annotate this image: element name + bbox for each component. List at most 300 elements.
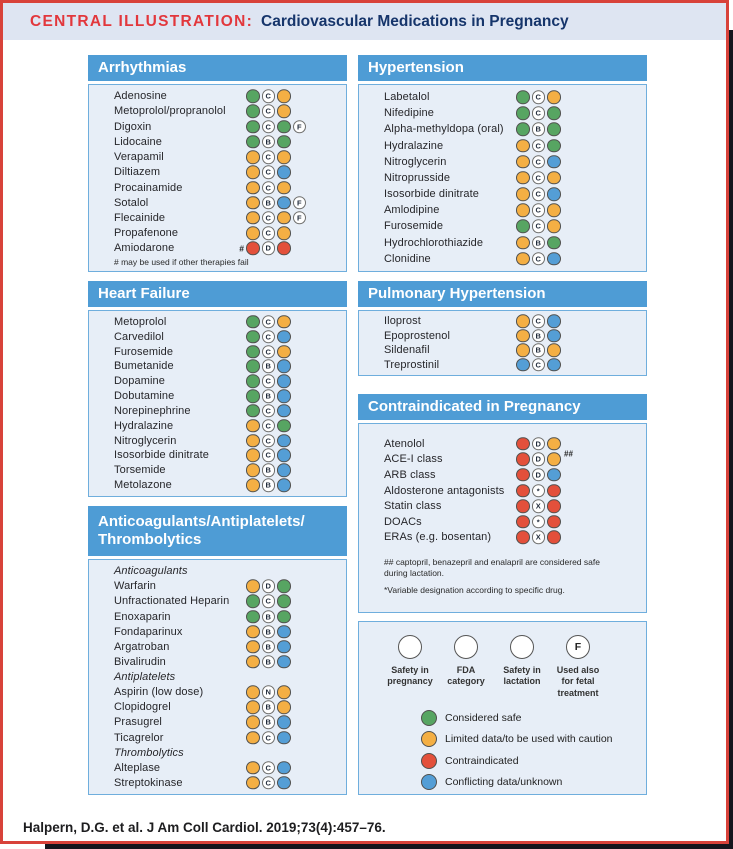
drug-name: Flecainide — [114, 211, 166, 224]
drug-row — [359, 467, 646, 483]
panel-heart-failure-content — [88, 310, 347, 497]
drug-row — [359, 122, 646, 136]
category-C-dot: C — [532, 204, 546, 218]
orange-dot — [246, 685, 260, 699]
safety-dots — [239, 242, 291, 256]
drug-name: Nifedipine — [384, 107, 434, 120]
safety-dots — [246, 226, 291, 240]
legend-key-label: Contraindicated — [445, 754, 519, 767]
category-C-dot: C — [262, 315, 276, 329]
drug-name: Propafenone — [114, 227, 179, 240]
drug-name: Aspirin (low dose) — [114, 686, 204, 699]
blue-dot — [277, 776, 291, 790]
safety-dots — [516, 329, 561, 343]
page-title: Cardiovascular Medications in Pregnancy — [261, 12, 569, 30]
legend-key-considered-safe — [421, 710, 646, 726]
red-dot — [547, 484, 561, 498]
red-dot — [547, 499, 561, 513]
drug-name: Anticoagulants — [114, 565, 188, 578]
drug-name: Dobutamine — [114, 390, 175, 403]
drug-row — [359, 187, 646, 201]
blue-dot — [547, 155, 561, 169]
category-C-dot: C — [262, 776, 276, 790]
drug-group-subheader — [89, 670, 346, 684]
blue-dot — [547, 252, 561, 266]
orange-dot — [547, 343, 561, 357]
green-dot — [516, 107, 530, 121]
category-B-dot: B — [262, 135, 276, 149]
orange-dot — [246, 166, 260, 180]
blue-dot — [277, 478, 291, 492]
drug-name: ACE-I class — [384, 453, 443, 466]
legend-key-label: Considered safe — [445, 711, 522, 724]
red-dot — [516, 531, 530, 545]
panel-anticoagulants-title-line1: Anticoagulants/Antiplatelets/ — [98, 512, 305, 530]
drug-row — [359, 171, 646, 185]
drug-name: Isosorbide dinitrate — [384, 188, 479, 201]
panel-anticoagulants-title-line2: Thrombolytics — [98, 531, 202, 548]
blue-dot — [277, 389, 291, 403]
drug-row — [89, 165, 346, 179]
blue-dot — [547, 358, 561, 372]
drug-row — [89, 594, 346, 608]
title-band — [3, 3, 726, 40]
blue-dot — [547, 468, 561, 482]
green-dot — [277, 135, 291, 149]
orange-dot — [277, 150, 291, 164]
drug-row — [89, 374, 346, 388]
legend-color-key — [421, 710, 646, 791]
green-dot — [246, 120, 260, 134]
drug-row — [89, 434, 346, 448]
panel-pulmonary-hypertension — [358, 281, 647, 376]
orange-dot — [277, 181, 291, 195]
drug-name: Enoxaparin — [114, 610, 171, 623]
safety-dots — [516, 123, 561, 137]
orange-dot — [246, 464, 260, 478]
drug-row — [359, 314, 646, 328]
orange-dot — [246, 655, 260, 669]
red-dot — [277, 242, 291, 256]
drug-row — [89, 685, 346, 699]
circle-symbol: F — [574, 641, 582, 653]
category-C-dot: C — [262, 330, 276, 344]
category-B-dot: B — [262, 701, 276, 715]
drug-name: Nitroglycerin — [384, 155, 447, 168]
legend-col-label: Safety in pregnancy — [387, 665, 433, 687]
drug-row — [89, 625, 346, 639]
panel-arrhythmias — [88, 55, 347, 272]
central-illustration-label: CENTRAL ILLUSTRATION: — [30, 12, 254, 30]
safety-dots — [246, 330, 291, 344]
panel-contraindicated-title: Contraindicated in Pregnancy — [368, 397, 581, 415]
safety-dots — [516, 358, 561, 372]
drug-name: Torsemide — [114, 464, 166, 477]
safety-dots — [246, 685, 291, 699]
safety-dots — [516, 515, 561, 529]
legend-columns — [382, 635, 646, 699]
category-B-dot: B — [262, 464, 276, 478]
green-dot — [277, 610, 291, 624]
drug-name: Diltiazem — [114, 166, 161, 179]
orange-dot — [516, 236, 530, 250]
panel-heart-failure-title: Heart Failure — [98, 284, 190, 302]
category-C-dot: C — [532, 358, 546, 372]
orange-dot — [246, 211, 260, 225]
green-dot — [246, 315, 260, 329]
category-C-dot: C — [532, 155, 546, 169]
safety-dots — [246, 761, 291, 775]
category-B-dot: B — [262, 196, 276, 210]
orange-dot — [277, 105, 291, 119]
safety-dots — [516, 171, 561, 185]
fda-category-circle-icon — [454, 635, 478, 659]
category-B-dot: B — [262, 610, 276, 624]
blue-dot — [277, 625, 291, 639]
safety-dots — [516, 187, 561, 201]
safety-dots — [246, 610, 291, 624]
orange-dot — [246, 181, 260, 195]
category-*-dot: * — [532, 484, 546, 498]
drug-row — [89, 135, 346, 149]
category-C-dot: C — [262, 374, 276, 388]
safety-dots — [516, 449, 573, 467]
drug-row — [89, 731, 346, 745]
drug-name: Isosorbide dinitrate — [114, 449, 209, 462]
drug-name: Bumetanide — [114, 360, 174, 373]
category-B-dot: B — [262, 389, 276, 403]
orange-dot — [277, 315, 291, 329]
category-C-dot: C — [532, 107, 546, 121]
figure-shadow-bottom — [45, 844, 733, 849]
orange-dot — [547, 453, 561, 467]
drug-name: DOACs — [384, 515, 422, 528]
drug-name: Alpha-methyldopa (oral) — [384, 123, 504, 136]
drug-row — [89, 404, 346, 418]
drug-name: Procainamide — [114, 181, 183, 194]
safety-dots — [246, 105, 291, 119]
drug-name: Norepinephrine — [114, 404, 191, 417]
drug-name: Clopidogrel — [114, 701, 171, 714]
drug-row — [359, 483, 646, 499]
drug-row — [89, 655, 346, 669]
panel-hypertension-title: Hypertension — [368, 58, 464, 76]
panel-arrhythmias-title: Arrhythmias — [98, 58, 187, 76]
category-F-dot: F — [293, 196, 307, 210]
safety-dots — [246, 464, 291, 478]
drug-row — [89, 226, 346, 240]
category-C-dot: C — [262, 345, 276, 359]
drug-row — [359, 449, 646, 468]
drug-name: Dopamine — [114, 375, 165, 388]
safety-dots — [246, 120, 306, 134]
safety-dots — [246, 655, 291, 669]
category-D-dot: D — [262, 242, 276, 256]
category-C-dot: C — [262, 595, 276, 609]
safety-dots — [516, 499, 561, 513]
safety-dots — [246, 150, 291, 164]
drug-name: Adenosine — [114, 90, 167, 103]
orange-dot — [516, 139, 530, 153]
legend-panel — [358, 621, 647, 795]
panel-heart-failure-header — [88, 281, 347, 307]
legend-box — [358, 621, 647, 795]
category-C-dot: C — [532, 252, 546, 266]
drug-row — [359, 343, 646, 357]
drug-row — [359, 90, 646, 104]
drug-row — [359, 139, 646, 153]
drug-name: Ticagrelor — [114, 731, 164, 744]
blue-dot — [277, 360, 291, 374]
safety-dots — [246, 478, 291, 492]
safety-dots — [246, 731, 291, 745]
category-C-dot: C — [262, 181, 276, 195]
safety-dots — [246, 449, 291, 463]
green-dot — [246, 135, 260, 149]
drug-name: Sotalol — [114, 196, 149, 209]
drug-row — [89, 463, 346, 477]
drug-name: Hydralazine — [384, 139, 444, 152]
drug-name: Argatroban — [114, 640, 170, 653]
red-dot — [516, 484, 530, 498]
safety-dots — [516, 90, 561, 104]
panel-anticoagulants-header — [88, 506, 347, 556]
drug-name: ERAs (e.g. bosentan) — [384, 531, 492, 544]
category-C-dot: C — [262, 211, 276, 225]
safety-dots — [516, 252, 561, 266]
drug-name: Treprostinil — [384, 358, 440, 371]
green-dot — [246, 404, 260, 418]
green-dot — [246, 105, 260, 119]
panel-contraindicated — [358, 394, 647, 613]
drug-name: Thrombolytics — [114, 746, 184, 759]
category-B-dot: B — [262, 655, 276, 669]
blue-dot — [277, 166, 291, 180]
drug-row — [359, 155, 646, 169]
drug-name: Metolazone — [114, 479, 172, 492]
drug-name: Amlodipine — [384, 204, 440, 217]
orange-dot — [246, 449, 260, 463]
orange-dot — [547, 204, 561, 218]
category-C-dot: C — [532, 315, 546, 329]
orange-dot — [516, 343, 530, 357]
drug-row — [89, 241, 346, 255]
category-B-dot: B — [262, 625, 276, 639]
category-C-dot: C — [532, 171, 546, 185]
drug-row — [359, 203, 646, 217]
orange-dot — [246, 716, 260, 730]
red-dot — [516, 453, 530, 467]
blue-dot — [516, 358, 530, 372]
safety-dots — [516, 236, 561, 250]
safety-dots — [246, 701, 291, 715]
safety-dots — [246, 640, 291, 654]
safety-dots — [246, 419, 291, 433]
red-dot — [547, 515, 561, 529]
orange-dot — [547, 90, 561, 104]
category-C-dot: C — [262, 89, 276, 103]
green-dot — [246, 610, 260, 624]
panel-pulmonary-hypertension-content — [358, 310, 647, 376]
safety-dots — [246, 625, 291, 639]
category-B-dot: B — [532, 343, 546, 357]
panel-hypertension-header — [358, 55, 647, 81]
orange-dot — [277, 89, 291, 103]
orange-dot — [277, 345, 291, 359]
legend-col-label: Used also for fetal treatment — [556, 665, 600, 698]
drug-row — [89, 211, 346, 225]
red-dot — [246, 242, 260, 256]
drug-name: Carvedilol — [114, 330, 164, 343]
category-D-dot: D — [532, 453, 546, 467]
drug-group-subheader — [89, 564, 346, 578]
category-C-dot: C — [532, 90, 546, 104]
figure-shadow-right — [729, 30, 733, 849]
drug-name: Statin class — [384, 500, 442, 513]
drug-name: Fondaparinux — [114, 625, 183, 638]
drug-name: Prasugrel — [114, 716, 162, 729]
red-dot — [516, 515, 530, 529]
orange-dot — [246, 640, 260, 654]
category-C-dot: C — [262, 761, 276, 775]
category-C-dot: C — [262, 731, 276, 745]
blue-dot — [277, 464, 291, 478]
safety-dots — [516, 107, 561, 121]
safety-dots — [516, 139, 561, 153]
legend-col-label: Safety in lactation — [503, 665, 541, 687]
category-X-dot: X — [532, 531, 546, 545]
panel-pulmonary-hypertension-title: Pulmonary Hypertension — [368, 284, 546, 302]
safety-dots — [246, 595, 291, 609]
panel-anticoagulants — [88, 506, 347, 795]
green-dot — [246, 330, 260, 344]
blue-dot — [547, 315, 561, 329]
orange-dot — [246, 226, 260, 240]
legend-key-conflicting-data — [421, 774, 646, 790]
legend-col-label: FDA category — [447, 665, 485, 687]
drug-row — [89, 610, 346, 624]
drug-row — [89, 761, 346, 775]
blue-dot — [277, 761, 291, 775]
drug-name: Hydralazine — [114, 419, 174, 432]
legend-key-contraindicated — [421, 753, 646, 769]
green-dot — [246, 389, 260, 403]
orange-dot — [421, 731, 437, 747]
footnote-marker: # — [239, 243, 244, 254]
panel-hypertension — [358, 55, 647, 272]
orange-dot — [246, 776, 260, 790]
drug-name: Digoxin — [114, 120, 152, 133]
safety-dots — [246, 716, 291, 730]
safety-dots — [516, 204, 561, 218]
category-C-dot: C — [262, 434, 276, 448]
safety-dots — [516, 155, 561, 169]
orange-dot — [516, 155, 530, 169]
drug-name: ARB class — [384, 468, 436, 481]
blue-dot — [277, 716, 291, 730]
safety-dots — [246, 196, 306, 210]
legend-key-limited-data — [421, 731, 646, 747]
category-C-dot: C — [262, 105, 276, 119]
orange-dot — [277, 685, 291, 699]
pregnancy-safety-circle-icon — [398, 635, 422, 659]
drug-name: Nitroprusside — [384, 171, 451, 184]
drug-row — [359, 436, 646, 452]
green-dot — [516, 220, 530, 234]
green-dot — [516, 123, 530, 137]
category-C-dot: C — [262, 120, 276, 134]
drug-row — [89, 448, 346, 462]
drug-row — [89, 345, 346, 359]
category-C-dot: C — [532, 220, 546, 234]
drug-row — [89, 89, 346, 103]
drug-name: Clonidine — [384, 252, 431, 265]
drug-name: Verapamil — [114, 151, 164, 164]
category-X-dot: X — [532, 499, 546, 513]
orange-dot — [547, 171, 561, 185]
safety-dots — [516, 484, 561, 498]
legend-col-fda-category — [438, 635, 494, 699]
safety-dots — [246, 181, 291, 195]
green-dot — [277, 595, 291, 609]
drug-row — [359, 106, 646, 120]
drug-row — [89, 330, 346, 344]
drug-name: Streptokinase — [114, 776, 183, 789]
drug-row — [89, 196, 346, 210]
safety-dots — [246, 135, 291, 149]
drug-row — [359, 252, 646, 266]
panel-contraindicated-content — [358, 423, 647, 613]
safety-dots — [246, 89, 291, 103]
safety-dots — [246, 345, 291, 359]
red-dot — [547, 531, 561, 545]
panel-arrhythmias-header — [88, 55, 347, 81]
drug-name: Atenolol — [384, 437, 425, 450]
category-B-dot: B — [532, 329, 546, 343]
category-C-dot: C — [262, 226, 276, 240]
category-F-dot: F — [293, 211, 307, 225]
fetal-treatment-circle-icon — [566, 635, 590, 659]
panel-hypertension-content — [358, 84, 647, 272]
drug-row — [359, 514, 646, 530]
blue-dot — [277, 731, 291, 745]
drug-row — [89, 104, 346, 118]
drug-name: Bivalirudin — [114, 655, 166, 668]
category-*-dot: * — [532, 515, 546, 529]
orange-dot — [246, 761, 260, 775]
drug-name: Metoprolol — [114, 315, 167, 328]
citation: Halpern, D.G. et al. J Am Coll Cardiol. 2019;73(4):457–76. — [23, 820, 386, 835]
category-C-dot: C — [532, 187, 546, 201]
orange-dot — [246, 434, 260, 448]
drug-name: Iloprost — [384, 315, 421, 328]
orange-dot — [246, 419, 260, 433]
orange-dot — [547, 220, 561, 234]
drug-row — [359, 358, 646, 372]
category-C-dot: C — [532, 139, 546, 153]
drug-row — [89, 181, 346, 195]
panel-anticoagulants-content — [88, 559, 347, 795]
safety-dots — [516, 343, 561, 357]
category-D-dot: D — [532, 437, 546, 451]
green-dot — [246, 374, 260, 388]
orange-dot — [516, 315, 530, 329]
drug-group-subheader — [89, 746, 346, 760]
drug-row — [359, 530, 646, 546]
safety-dots — [246, 404, 291, 418]
category-N-dot: N — [262, 685, 276, 699]
category-B-dot: B — [262, 716, 276, 730]
